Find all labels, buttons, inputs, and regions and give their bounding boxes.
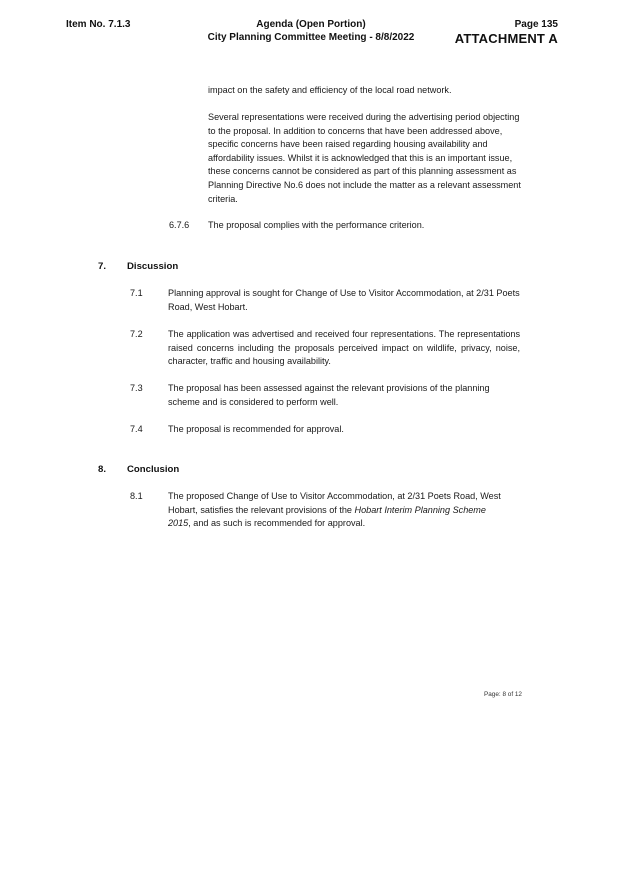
scheme-name: Hobart Interim Planning Scheme 2015 [168, 504, 486, 529]
section-heading-discussion: Discussion [127, 261, 179, 272]
section-number: 8. [98, 464, 107, 475]
attachment-label: ATTACHMENT A [454, 31, 558, 46]
item-number: 8.1 [130, 491, 143, 501]
continued-paragraph: impact on the safety and efficiency of the local road network. [208, 85, 452, 95]
discussion-item-text: The application was advertised and received four representations. The representations raised concerns including the proposals perceived impact on wildlife, privacy, noise, character, traffic and housing availability. [168, 329, 520, 367]
item-number: 7.3 [130, 383, 143, 393]
section-heading-conclusion: Conclusion [127, 464, 180, 475]
discussion-item-text: Planning approval is sought for Change of Use to Visitor Accommodation, at 2/31 Poets Road, West Hobart. [168, 288, 520, 312]
page-indicator: Page: 8 of 12 [483, 691, 522, 698]
clause-number: 6.7.6 [169, 220, 190, 230]
meeting-title: City Planning Committee Meeting - 8/8/2022 [207, 32, 415, 43]
page-number: Page 135 [514, 19, 558, 30]
item-number: 7.4 [130, 424, 143, 434]
discussion-item-text: The proposal is recommended for approval. [168, 424, 344, 434]
clause-text: The proposal complies with the performance criterion. [208, 220, 425, 230]
conclusion-text-end: , and as such is recommended for approval. [188, 518, 366, 529]
section-number: 7. [98, 261, 107, 272]
representations-paragraph: Several representations were received during the advertising period objecting to the proposal. In addition to concerns that have been addressed above, specific concerns have been raised regarding housing availability and affordability issues. Whilst it is acknowledged that this is an important issue, these concerns cannot be considered as part of this planning assessment as Planning Directive No.6 does not include the matter as a relevant assessment criteria. [208, 112, 521, 204]
conclusion-item-text [168, 490, 508, 531]
conclusion-text-start: The proposed Change of Use to Visitor Accommodation, at 2/31 Poets Road, West Hobart, satisfies the relevant provisions of the [168, 491, 501, 515]
page-header [455, 18, 558, 47]
item-number: 7.1 [130, 288, 143, 298]
item-number: Item No. 7.1.3 [66, 19, 131, 30]
discussion-item-text: The proposal has been assessed against the relevant provisions of the planning scheme and is considered to perform well. [168, 383, 490, 407]
agenda-title: Agenda (Open Portion) [256, 19, 366, 30]
item-number: 7.2 [130, 329, 143, 339]
